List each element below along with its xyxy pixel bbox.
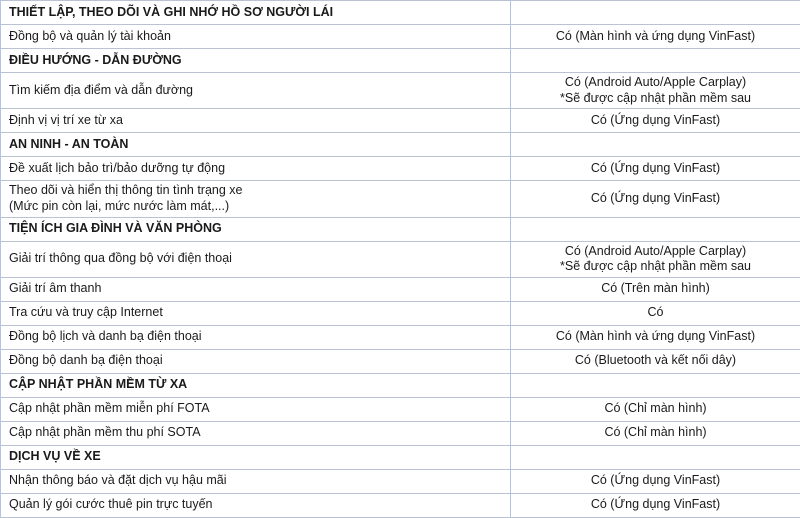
feature-value bbox=[511, 241, 800, 277]
section-title: AN NINH - AN TOÀN bbox=[1, 133, 511, 157]
feature-name: Đồng bộ lịch và danh bạ điện thoại bbox=[1, 325, 511, 349]
section-title: TIỆN ÍCH GIA ĐÌNH VÀ VĂN PHÒNG bbox=[1, 217, 511, 241]
feature-name: Nhận thông báo và đặt dịch vụ hậu mãi bbox=[1, 469, 511, 493]
table-row bbox=[1, 421, 800, 445]
feature-table-body bbox=[1, 1, 800, 518]
feature-value: Có (Ứng dụng VinFast) bbox=[511, 469, 800, 493]
feature-value-line2: *Sẽ được cập nhật phần mềm sau bbox=[519, 259, 792, 275]
table-row bbox=[1, 157, 800, 181]
section-title: CẬP NHẬT PHẦN MỀM TỪ XA bbox=[1, 373, 511, 397]
section-title: ĐIỀU HƯỚNG - DẪN ĐƯỜNG bbox=[1, 49, 511, 73]
feature-name: Giải trí âm thanh bbox=[1, 277, 511, 301]
table-row bbox=[1, 73, 800, 109]
section-value-cell bbox=[511, 1, 800, 25]
feature-value-line2: *Sẽ được cập nhật phần mềm sau bbox=[519, 91, 792, 107]
feature-name: Tìm kiếm địa điểm và dẫn đường bbox=[1, 73, 511, 109]
feature-name: Định vị vị trí xe từ xa bbox=[1, 109, 511, 133]
feature-value: Có (Màn hình và ứng dụng VinFast) bbox=[511, 325, 800, 349]
feature-name: Cập nhật phần mềm miễn phí FOTA bbox=[1, 397, 511, 421]
feature-value: Có bbox=[511, 301, 800, 325]
table-row bbox=[1, 277, 800, 301]
table-row bbox=[1, 493, 800, 517]
section-header-row bbox=[1, 133, 800, 157]
table-row bbox=[1, 25, 800, 49]
table-row bbox=[1, 397, 800, 421]
feature-value: Có (Chỉ màn hình) bbox=[511, 397, 800, 421]
table-row bbox=[1, 181, 800, 217]
section-header-row bbox=[1, 49, 800, 73]
table-row bbox=[1, 241, 800, 277]
section-header-row bbox=[1, 1, 800, 25]
feature-value: Có (Ứng dụng VinFast) bbox=[511, 157, 800, 181]
feature-value: Có (Trên màn hình) bbox=[511, 277, 800, 301]
feature-name: Giải trí thông qua đồng bộ với điện thoại bbox=[1, 241, 511, 277]
section-value-cell bbox=[511, 133, 800, 157]
section-value-cell bbox=[511, 217, 800, 241]
feature-name-line2: (Mức pin còn lại, mức nước làm mát,...) bbox=[9, 199, 502, 215]
table-row bbox=[1, 109, 800, 133]
table-row bbox=[1, 349, 800, 373]
feature-value: Có (Ứng dụng VinFast) bbox=[511, 181, 800, 217]
feature-name: Đồng bộ danh bạ điện thoại bbox=[1, 349, 511, 373]
section-header-row bbox=[1, 445, 800, 469]
section-value-cell bbox=[511, 49, 800, 73]
feature-value: Có (Màn hình và ứng dụng VinFast) bbox=[511, 25, 800, 49]
feature-value: Có (Ứng dụng VinFast) bbox=[511, 493, 800, 517]
feature-name: Cập nhật phần mềm thu phí SOTA bbox=[1, 421, 511, 445]
feature-name: Đề xuất lịch bảo trì/bảo dưỡng tự động bbox=[1, 157, 511, 181]
section-title: DỊCH VỤ VỀ XE bbox=[1, 445, 511, 469]
feature-name-line1: Theo dõi và hiển thị thông tin tình trạng xe bbox=[9, 183, 502, 199]
feature-value: Có (Ứng dụng VinFast) bbox=[511, 109, 800, 133]
section-header-row bbox=[1, 373, 800, 397]
table-row bbox=[1, 325, 800, 349]
feature-name: Tra cứu và truy cập Internet bbox=[1, 301, 511, 325]
feature-value-line1: Có (Android Auto/Apple Carplay) bbox=[519, 244, 792, 260]
table-row bbox=[1, 469, 800, 493]
section-header-row bbox=[1, 217, 800, 241]
feature-value: Có (Bluetooth và kết nối dây) bbox=[511, 349, 800, 373]
table-row bbox=[1, 301, 800, 325]
feature-name bbox=[1, 181, 511, 217]
feature-name: Quản lý gói cước thuê pin trực tuyến bbox=[1, 493, 511, 517]
feature-value-line1: Có (Android Auto/Apple Carplay) bbox=[519, 75, 792, 91]
section-value-cell bbox=[511, 373, 800, 397]
feature-value bbox=[511, 73, 800, 109]
section-title: THIẾT LẬP, THEO DÕI VÀ GHI NHỚ HỒ SƠ NGƯỜI LÁI bbox=[1, 1, 511, 25]
section-value-cell bbox=[511, 445, 800, 469]
feature-value: Có (Chỉ màn hình) bbox=[511, 421, 800, 445]
feature-name: Đồng bộ và quản lý tài khoản bbox=[1, 25, 511, 49]
